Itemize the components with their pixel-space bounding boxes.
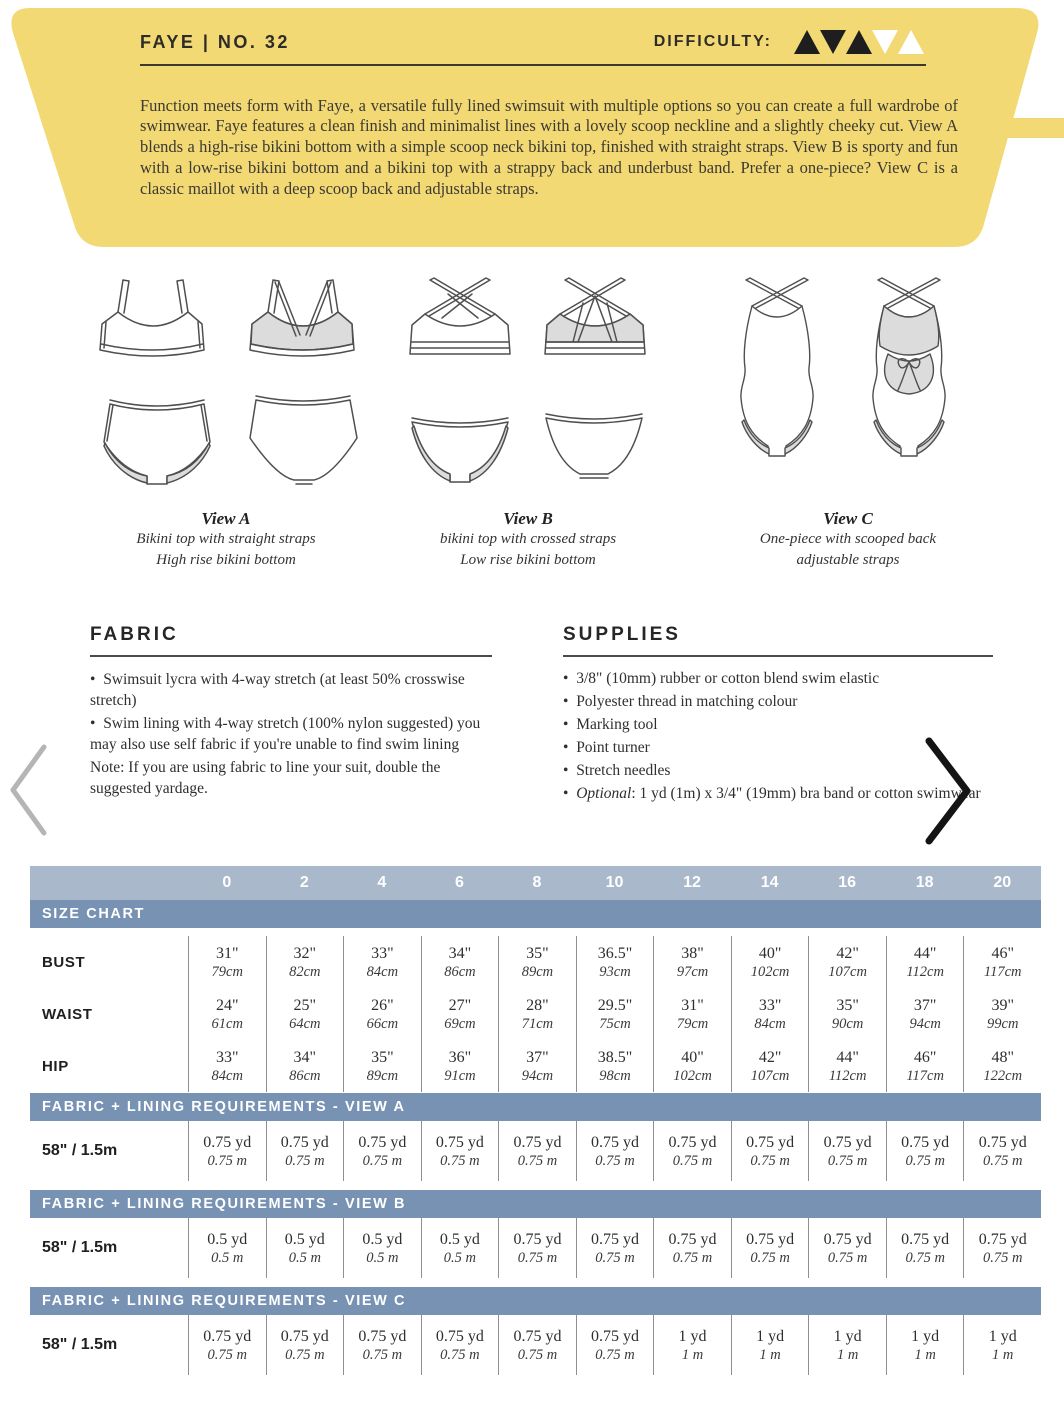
difficulty-rating-icon bbox=[794, 28, 926, 56]
view-desc-line: bikini top with crossed straps bbox=[439, 531, 617, 547]
size-chart-bar: SIZE CHART bbox=[30, 900, 1041, 928]
table-cell: 31" 79cm bbox=[188, 936, 266, 988]
view-a-caption bbox=[80, 509, 372, 571]
table-cell: 0.75 yd 0.75 m bbox=[963, 1121, 1041, 1181]
row-label-width-a: 58" / 1.5m bbox=[42, 1142, 118, 1159]
supplies-heading: SUPPLIES bbox=[563, 624, 681, 645]
requirements-bar-view-a: FABRIC + LINING REQUIREMENTS - VIEW A bbox=[30, 1093, 1041, 1121]
row-label-width-b: 58" / 1.5m bbox=[42, 1239, 118, 1256]
table-row-waist bbox=[30, 988, 1041, 1040]
table-cell: 20 bbox=[993, 874, 1012, 891]
supplies-item: • 3/8" (10mm) rubber or cotton blend swim elastic bbox=[563, 669, 993, 688]
table-cell: 38" 97cm bbox=[653, 936, 731, 988]
table-cell: 8 bbox=[532, 874, 542, 891]
view-a-illustration bbox=[80, 270, 372, 498]
table-cell: 38.5" 98cm bbox=[576, 1040, 654, 1092]
table-cell: 0.75 yd 0.75 m bbox=[576, 1121, 654, 1181]
table-cell: 1 yd 1 m bbox=[653, 1315, 731, 1375]
table-cell: 33" 84cm bbox=[731, 988, 809, 1040]
supplies-item: • Point turner bbox=[563, 738, 993, 757]
table-cell: 26" 66cm bbox=[343, 988, 421, 1040]
supplies-item: • Polyester thread in matching colour bbox=[563, 692, 993, 711]
view-c-caption bbox=[712, 509, 984, 571]
row-label-bust: BUST bbox=[42, 953, 86, 971]
view-desc-line: adjustable straps bbox=[796, 552, 900, 568]
table-cell: 48" 122cm bbox=[963, 1040, 1041, 1092]
table-cell: 0.75 yd 0.75 m bbox=[963, 1218, 1041, 1278]
view-name: View C bbox=[823, 509, 873, 528]
table-cell: 0.75 yd 0.75 m bbox=[576, 1315, 654, 1375]
table-cell: 31" 79cm bbox=[653, 988, 731, 1040]
table-cell: 28" 71cm bbox=[498, 988, 576, 1040]
banner-header bbox=[140, 28, 926, 56]
row-label-waist: WAIST bbox=[42, 1005, 93, 1023]
fabric-note: Note: If you are using fabric to line your suit, double the suggested yardage. bbox=[90, 759, 441, 797]
requirements-bar-view-b: FABRIC + LINING REQUIREMENTS - VIEW B bbox=[30, 1190, 1041, 1218]
table-cell: 0.75 yd 0.75 m bbox=[731, 1218, 809, 1278]
view-desc-line: One-piece with scooped back bbox=[759, 531, 937, 547]
table-cell: 0.75 yd 0.75 m bbox=[808, 1121, 886, 1181]
next-page-arrow-icon[interactable] bbox=[922, 736, 974, 846]
table-row-bust bbox=[30, 936, 1041, 988]
table-cell: 16 bbox=[838, 874, 857, 891]
table-cell: 32" 82cm bbox=[266, 936, 344, 988]
fabric-bullet: • Swim lining with 4-way stretch (100% nylon suggested) you may also use self fabric if you're unable to find swim lining bbox=[90, 713, 492, 755]
view-name: View B bbox=[503, 509, 553, 528]
tables-section bbox=[30, 866, 1041, 1375]
difficulty-label: DIFFICULTY: bbox=[653, 33, 772, 50]
table-cell: 39" 99cm bbox=[963, 988, 1041, 1040]
view-c-illustration bbox=[712, 270, 984, 498]
table-cell: 46" 117cm bbox=[963, 936, 1041, 988]
table-cell: 25" 64cm bbox=[266, 988, 344, 1040]
view-a-block bbox=[80, 270, 372, 571]
table-cell: 18 bbox=[915, 874, 934, 891]
fabric-section bbox=[90, 624, 492, 799]
table-cell: 27" 69cm bbox=[421, 988, 499, 1040]
view-desc-line: Low rise bikini bottom bbox=[460, 552, 596, 568]
table-cell: 1 yd 1 m bbox=[963, 1315, 1041, 1375]
row-label-hip: HIP bbox=[42, 1057, 69, 1075]
table-cell: 6 bbox=[454, 874, 464, 891]
table-row-view-a bbox=[30, 1121, 1041, 1181]
fabric-heading: FABRIC bbox=[90, 624, 179, 645]
yellow-accent-stripe bbox=[952, 118, 1064, 138]
view-c-block bbox=[712, 270, 984, 571]
table-cell: 0.75 yd 0.75 m bbox=[266, 1315, 344, 1375]
page-title: FAYE | NO. 32 bbox=[140, 31, 290, 52]
table-cell: 0.5 yd 0.5 m bbox=[421, 1218, 499, 1278]
table-cell: 0.75 yd 0.75 m bbox=[808, 1218, 886, 1278]
table-cell: 0.75 yd 0.75 m bbox=[498, 1121, 576, 1181]
table-cell: 46" 117cm bbox=[886, 1040, 964, 1092]
table-row-view-c bbox=[30, 1315, 1041, 1375]
table-cell: 0.75 yd 0.75 m bbox=[653, 1121, 731, 1181]
view-desc-line: Bikini top with straight straps bbox=[136, 531, 316, 547]
requirements-bar-view-c: FABRIC + LINING REQUIREMENTS - VIEW C bbox=[30, 1287, 1041, 1315]
table-cell: 4 bbox=[377, 874, 387, 891]
table-cell: 36" 91cm bbox=[421, 1040, 499, 1092]
table-cell: 37" 94cm bbox=[886, 988, 964, 1040]
table-cell: 0.75 yd 0.75 m bbox=[421, 1121, 499, 1181]
view-b-illustration bbox=[392, 270, 664, 498]
table-cell: 12 bbox=[683, 874, 701, 891]
optional-label: Optional bbox=[576, 785, 632, 802]
table-cell: 33" 84cm bbox=[188, 1040, 266, 1092]
supplies-divider bbox=[563, 655, 993, 657]
table-cell: 29.5" 75cm bbox=[576, 988, 654, 1040]
table-cell: 10 bbox=[605, 874, 624, 891]
table-cell: 24" 61cm bbox=[188, 988, 266, 1040]
table-cell: 44" 112cm bbox=[886, 936, 964, 988]
table-cell: 2 bbox=[299, 874, 309, 891]
table-cell: 0.75 yd 0.75 m bbox=[343, 1121, 421, 1181]
table-cell: 0.75 yd 0.75 m bbox=[421, 1315, 499, 1375]
table-cell: 1 yd 1 m bbox=[808, 1315, 886, 1375]
fabric-bullet: • Swimsuit lycra with 4-way stretch (at least 50% crosswise stretch) bbox=[90, 669, 492, 711]
table-cell: 36.5" 93cm bbox=[576, 936, 654, 988]
table-cell: 0.75 yd 0.75 m bbox=[498, 1315, 576, 1375]
difficulty bbox=[654, 28, 926, 56]
table-row-view-b bbox=[30, 1218, 1041, 1278]
previous-page-arrow-icon[interactable] bbox=[6, 742, 52, 838]
optional-text: : 1 yd (1m) x 3/4" (19mm) bra band or cotton swimwear bbox=[631, 785, 981, 802]
view-b-block bbox=[392, 270, 664, 571]
table-cell: 42" 107cm bbox=[808, 936, 886, 988]
table-cell: 35" 89cm bbox=[343, 1040, 421, 1092]
table-cell: 1 yd 1 m bbox=[886, 1315, 964, 1375]
table-cell: 34" 86cm bbox=[421, 936, 499, 988]
table-cell: 0.75 yd 0.75 m bbox=[266, 1121, 344, 1181]
table-cell: 0.75 yd 0.75 m bbox=[653, 1218, 731, 1278]
table-cell: 33" 84cm bbox=[343, 936, 421, 988]
view-desc-line: High rise bikini bottom bbox=[156, 552, 296, 568]
table-cell: 1 yd 1 m bbox=[731, 1315, 809, 1375]
pattern-description: Function meets form with Faye, a versatile fully lined swimsuit with multiple options so you can create a full wardrobe of swimwear. Faye features a clean finish and minimalist lines with a lovely scoop neckline and a slightly cheeky cut. View A blends a high-rise bikini bottom with a simple scoop neck bikini top, finished with straight straps. View B is sporty and fun with a low-rise bikini bottom and a bikini top with a strappy back and underbust band. Prefer a one-piece? View C is a classic maillot with a deep scoop back and adjustable straps. bbox=[140, 95, 958, 198]
table-cell: 0.75 yd 0.75 m bbox=[343, 1315, 421, 1375]
supplies-item: • Stretch needles bbox=[563, 761, 993, 780]
table-cell: 40" 102cm bbox=[731, 936, 809, 988]
table-cell: 0.75 yd 0.75 m bbox=[731, 1121, 809, 1181]
table-cell: 35" 89cm bbox=[498, 936, 576, 988]
table-row-hip bbox=[30, 1040, 1041, 1092]
table-cell: 0.5 yd 0.5 m bbox=[266, 1218, 344, 1278]
table-cell: 0.75 yd 0.75 m bbox=[576, 1218, 654, 1278]
table-cell: 37" 94cm bbox=[498, 1040, 576, 1092]
size-header-spacer bbox=[30, 866, 188, 900]
table-cell: 0.5 yd 0.5 m bbox=[188, 1218, 266, 1278]
table-cell: 0.75 yd 0.75 m bbox=[188, 1121, 266, 1181]
table-cell: 0.5 yd 0.5 m bbox=[343, 1218, 421, 1278]
table-cell: 0 bbox=[222, 874, 232, 891]
table-cell: 0.75 yd 0.75 m bbox=[886, 1218, 964, 1278]
table-cell: 0.75 yd 0.75 m bbox=[188, 1315, 266, 1375]
fabric-divider bbox=[90, 655, 492, 657]
view-name: View A bbox=[201, 509, 251, 528]
supplies-item: • Marking tool bbox=[563, 715, 993, 734]
table-cell: 42" 107cm bbox=[731, 1040, 809, 1092]
table-cell: 0.75 yd 0.75 m bbox=[498, 1218, 576, 1278]
table-cell: 44" 112cm bbox=[808, 1040, 886, 1092]
view-b-caption bbox=[392, 509, 664, 571]
table-cell: 35" 90cm bbox=[808, 988, 886, 1040]
table-cell: 34" 86cm bbox=[266, 1040, 344, 1092]
table-cell: 14 bbox=[760, 874, 779, 891]
size-header-row bbox=[30, 866, 1041, 900]
table-cell: 0.75 yd 0.75 m bbox=[886, 1121, 964, 1181]
table-cell: 40" 102cm bbox=[653, 1040, 731, 1092]
header-divider bbox=[140, 64, 926, 66]
row-label-width-c: 58" / 1.5m bbox=[42, 1336, 118, 1353]
